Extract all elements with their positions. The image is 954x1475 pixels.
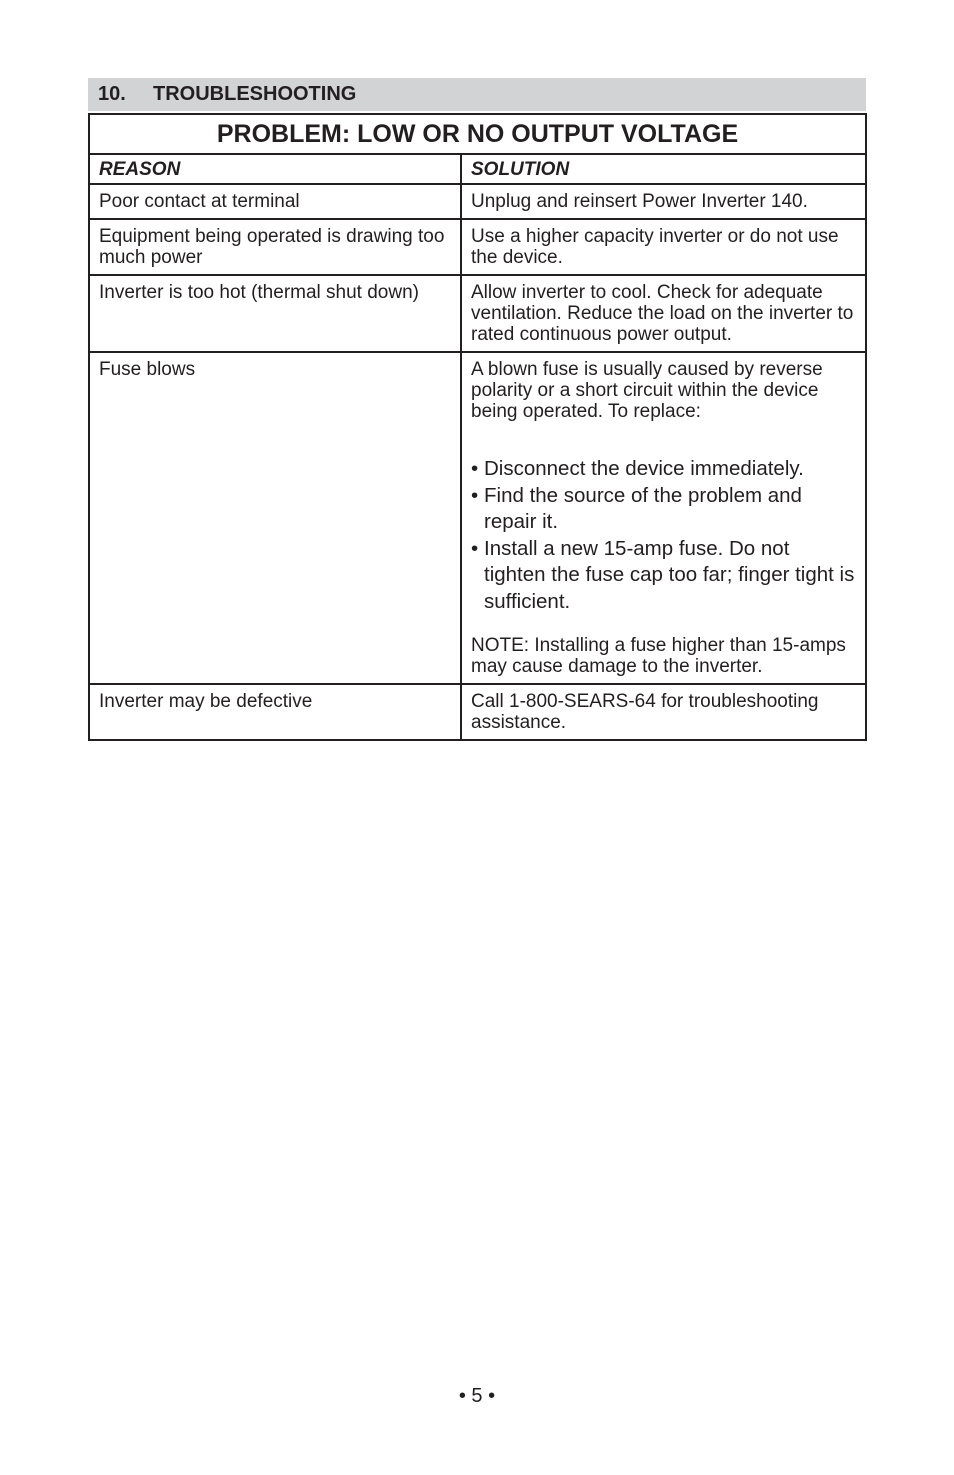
reason-cell: Equipment being operated is drawing too much power xyxy=(89,219,461,275)
page-number: • 5 • xyxy=(458,1385,496,1407)
column-header-reason: REASON xyxy=(89,154,461,184)
solution-cell: Unplug and reinsert Power Inverter 140. xyxy=(461,184,866,219)
solution-cell xyxy=(461,352,866,684)
solution-text: A blown fuse is usually caused by reverse polarity or a short circuit within the device being operated. To replace: xyxy=(471,359,823,422)
list-item: • Disconnect the device immediately. xyxy=(471,457,804,480)
troubleshooting-table xyxy=(88,113,867,741)
reason-cell: Inverter may be defective xyxy=(89,684,461,740)
reason-cell: Inverter is too hot (thermal shut down) xyxy=(89,275,461,352)
section-number: 10. xyxy=(98,83,126,105)
problem-title: PROBLEM: LOW OR NO OUTPUT VOLTAGE xyxy=(89,114,866,154)
solution-cell: Use a higher capacity inverter or do not use the device. xyxy=(461,219,866,275)
reason-cell: Fuse blows xyxy=(89,352,461,684)
solution-cell: Call 1-800-SEARS-64 for troubleshooting assistance. xyxy=(461,684,866,740)
list-item: • Find the source of the problem and repair it. xyxy=(471,483,802,533)
section-title: TROUBLESHOOTING xyxy=(153,83,357,105)
table-row xyxy=(89,352,866,684)
table-row xyxy=(89,684,866,740)
column-header-solution: SOLUTION xyxy=(461,154,866,184)
section-heading xyxy=(88,78,866,111)
fuse-note: NOTE: Installing a fuse higher than 15-amps may cause damage to the inverter. xyxy=(471,635,846,677)
table-row xyxy=(89,275,866,352)
table-row xyxy=(89,219,866,275)
replace-steps-list xyxy=(471,456,856,615)
reason-cell: Poor contact at terminal xyxy=(89,184,461,219)
table-row xyxy=(89,184,866,219)
solution-cell: Allow inverter to cool. Check for adequate ventilation. Reduce the load on the inverter to rated continuous power output. xyxy=(461,275,866,352)
list-item: • Install a new 15-amp fuse. Do not tighten the fuse cap too far; finger tight is sufficient. xyxy=(471,536,855,613)
